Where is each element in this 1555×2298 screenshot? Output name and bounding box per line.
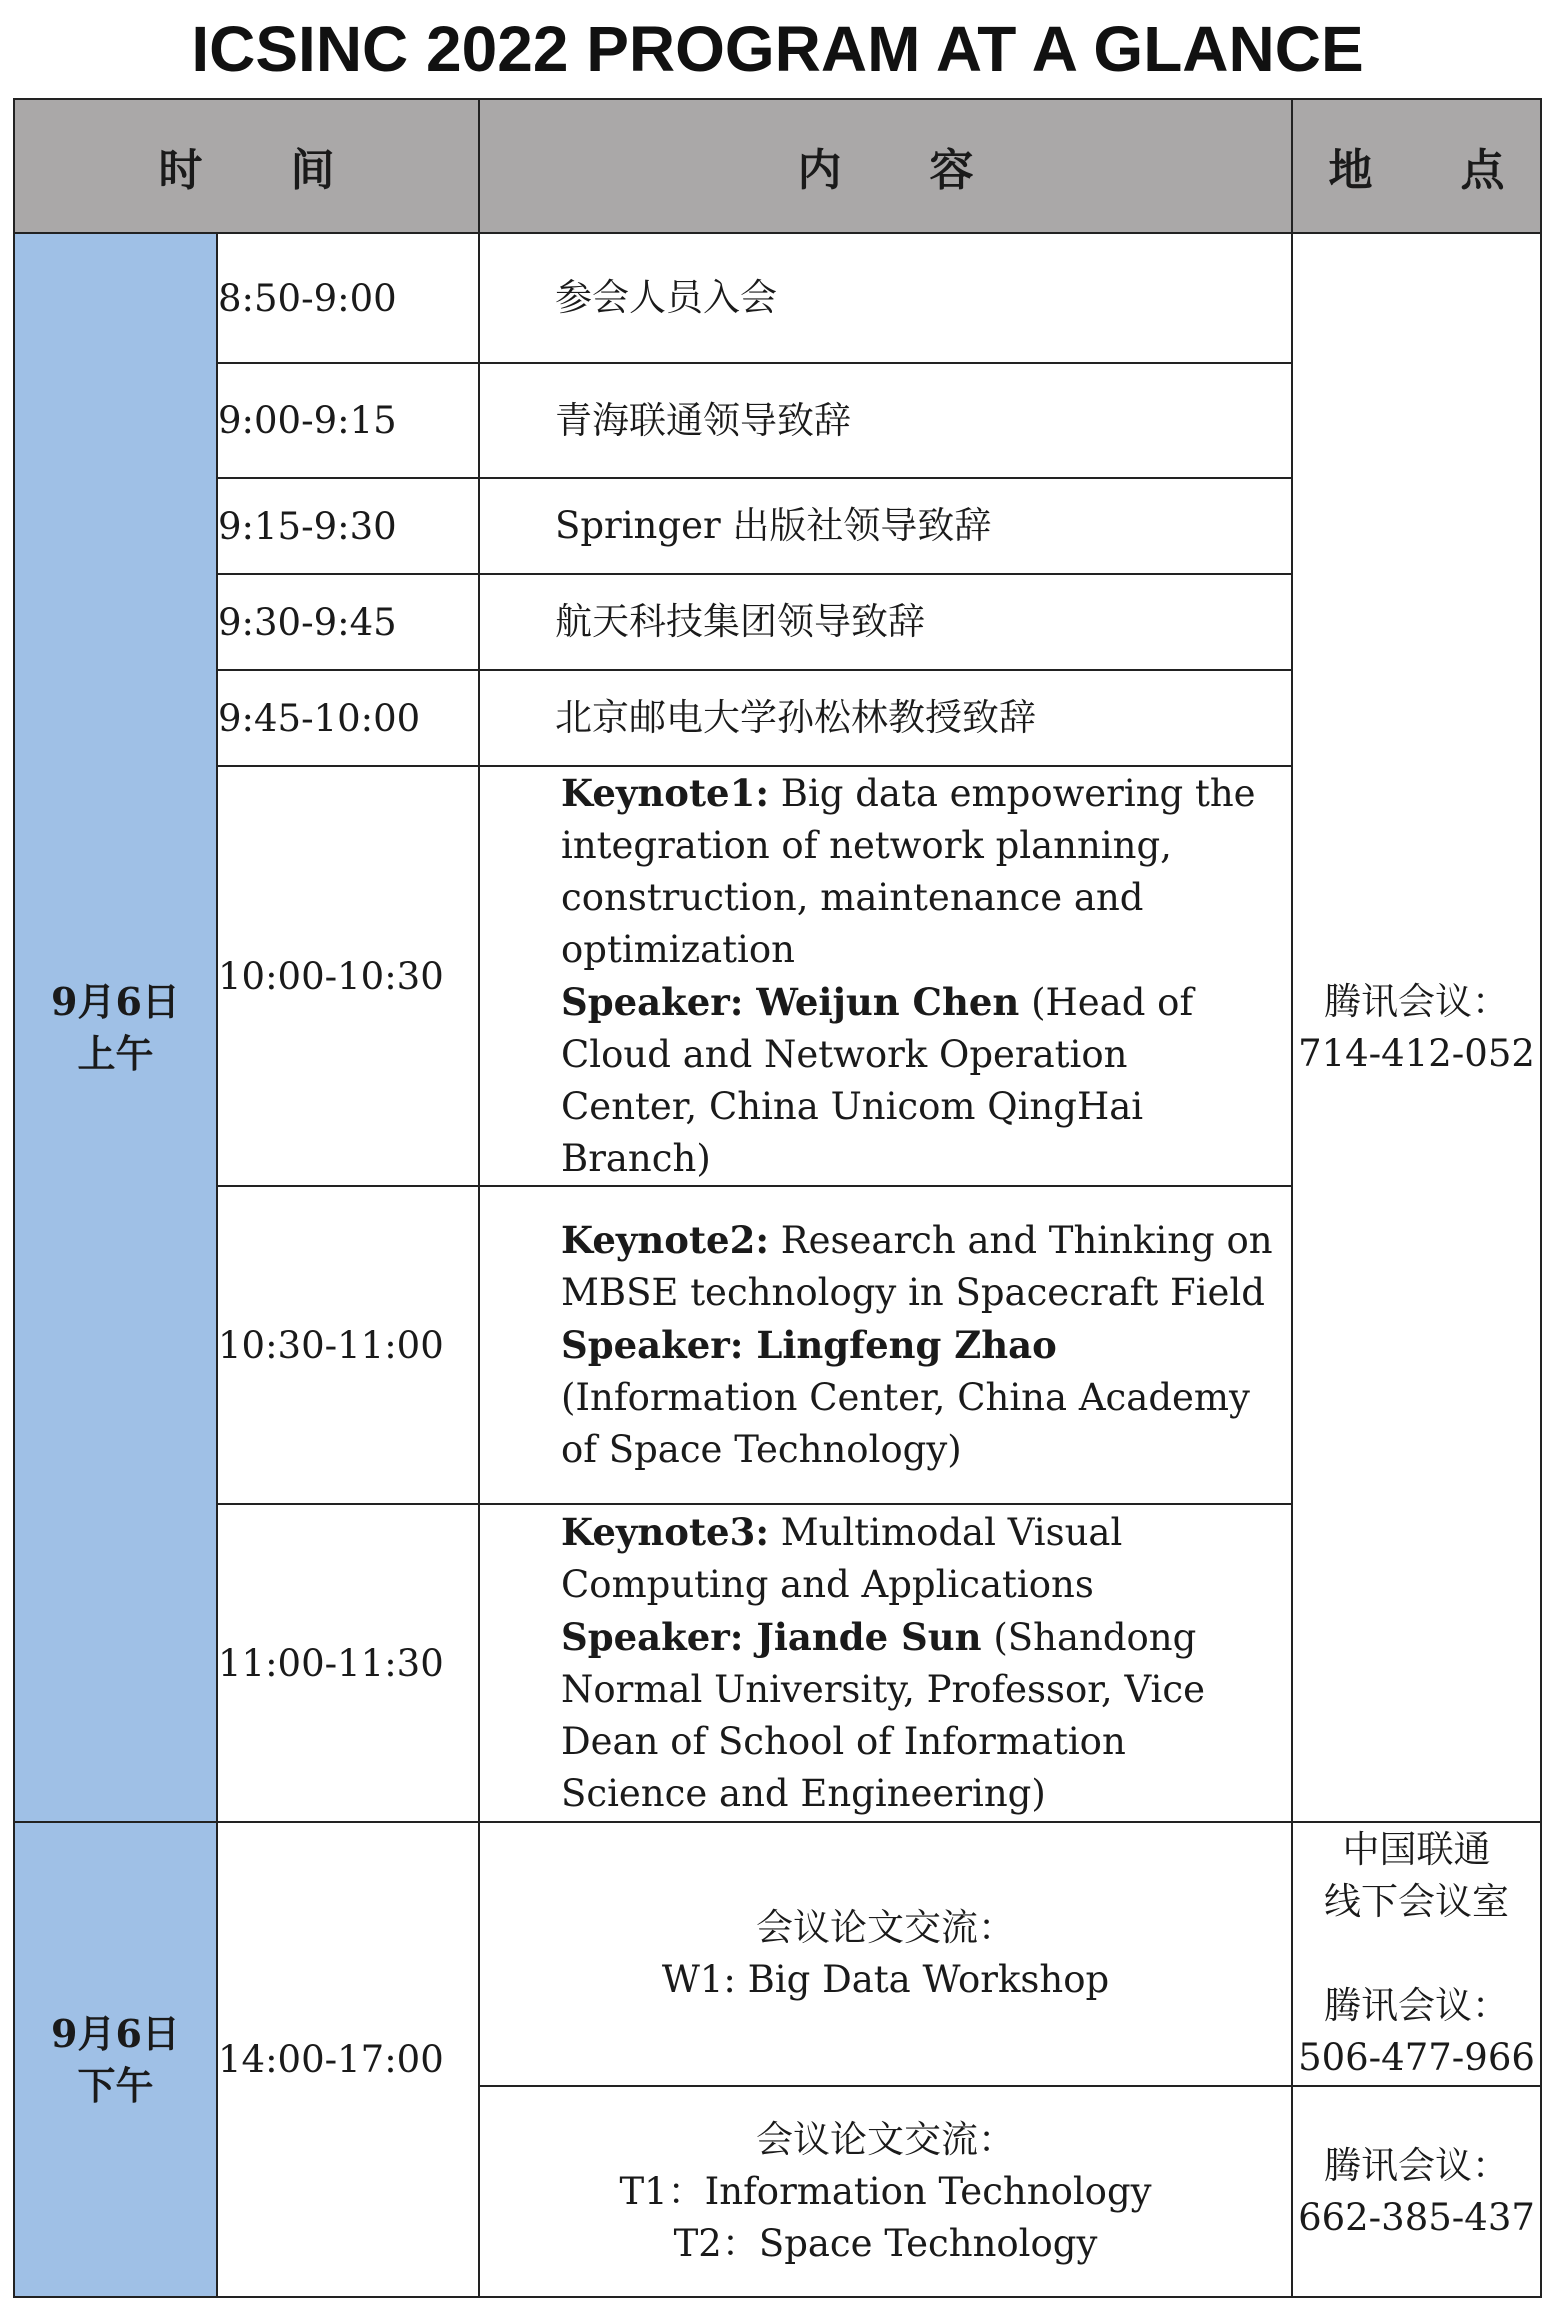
meeting-id: 714-412-052 xyxy=(1298,1031,1535,1075)
location-cell xyxy=(1292,2086,1541,2297)
table-row xyxy=(14,233,1541,363)
keynote-cell xyxy=(479,1504,1292,1822)
time-cell: 9:30-9:45 xyxy=(217,574,479,670)
meeting-id: 662-385-437 xyxy=(1298,2195,1535,2239)
session-cell xyxy=(479,2086,1292,2297)
speaker-affiliation: (Head of Cloud and Network Operation Center, China Unicom QingHai Branch) xyxy=(561,981,1194,1180)
header-content: 内 容 xyxy=(479,99,1292,233)
keynote-label: Keynote1: xyxy=(561,771,769,815)
speaker-name: Speaker: Lingfeng Zhao xyxy=(561,1323,1057,1367)
content-cell: Springer 出版社领导致辞 xyxy=(479,478,1292,574)
speaker-name: Speaker: Weijun Chen xyxy=(561,980,1020,1024)
session-title: 会议论文交流： xyxy=(756,1906,1015,1949)
time-cell: 9:45-10:00 xyxy=(217,670,479,766)
program-table xyxy=(13,98,1542,2298)
keynote-cell xyxy=(479,1186,1292,1504)
keynote-speaker xyxy=(506,1319,1273,1476)
keynote-label: Keynote3: xyxy=(561,1510,769,1554)
location-cell xyxy=(1292,1822,1541,2086)
day-cell-morning xyxy=(14,233,217,1822)
day-label: 9月6日 xyxy=(51,2010,180,2056)
speaker-affiliation: (Information Center, China Academy of Space Technology) xyxy=(561,1376,1250,1471)
table-row xyxy=(14,1822,1541,2086)
header-row xyxy=(14,99,1541,233)
page-title: ICSINC 2022 PROGRAM AT A GLANCE xyxy=(191,13,1364,85)
header-time: 时 间 xyxy=(14,99,479,233)
time-cell: 10:00-10:30 xyxy=(217,766,479,1186)
venue-name: 中国联通 xyxy=(1342,1828,1491,1871)
meeting-id: 506-477-966 xyxy=(1298,2036,1535,2079)
session-title: 会议论文交流： xyxy=(756,2117,1015,2161)
session-line: W1: Big Data Workshop xyxy=(661,1958,1110,2001)
keynote-label: Keynote2: xyxy=(561,1218,769,1262)
content-cell: 青海联通领导致辞 xyxy=(479,363,1292,478)
keynote-speaker xyxy=(506,976,1273,1185)
time-cell: 11:00-11:30 xyxy=(217,1504,479,1822)
location-label: 腾讯会议： xyxy=(1324,2143,1509,2187)
keynote-cell xyxy=(479,766,1292,1186)
keynote-speaker xyxy=(506,1611,1273,1820)
speaker-name: Speaker: Jiande Sun xyxy=(561,1615,982,1659)
keynote-topic-text: Research and Thinking on MBSE technology in Spacecraft Field xyxy=(561,1219,1273,1314)
period-label: 下午 xyxy=(77,2062,154,2108)
time-cell: 9:15-9:30 xyxy=(217,478,479,574)
header-location: 地 点 xyxy=(1292,99,1541,233)
period-label: 上午 xyxy=(77,1030,154,1076)
content-cell: 航天科技集团领导致辞 xyxy=(479,574,1292,670)
time-cell: 10:30-11:00 xyxy=(217,1186,479,1504)
location-spacer xyxy=(1293,1928,1540,1980)
speaker-affiliation: (Shandong Normal University, Professor, Vice Dean of School of Information Science and Engineering) xyxy=(561,1616,1205,1815)
location-label: 腾讯会议： xyxy=(1324,1984,1509,2027)
session-line: T2：Space Technology xyxy=(673,2221,1098,2265)
location-label: 腾讯会议： xyxy=(1324,979,1509,1023)
venue-room: 线下会议室 xyxy=(1324,1880,1509,1923)
location-cell-morning xyxy=(1292,233,1541,1822)
keynote-topic xyxy=(506,1214,1273,1319)
keynote-topic xyxy=(506,767,1273,976)
keynote-topic-text: Big data empowering the integration of network planning, construction, maintenance and optimization xyxy=(561,772,1256,971)
session-line: T1：Information Technology xyxy=(619,2169,1152,2213)
time-cell: 14:00-17:00 xyxy=(217,1822,479,2297)
time-cell: 8:50-9:00 xyxy=(217,233,479,363)
keynote-topic-text: Multimodal Visual Computing and Applications xyxy=(561,1511,1123,1606)
content-cell: 参会人员入会 xyxy=(479,233,1292,363)
content-cell: 北京邮电大学孙松林教授致辞 xyxy=(479,670,1292,766)
keynote-topic xyxy=(506,1506,1273,1611)
day-label: 9月6日 xyxy=(51,978,180,1024)
session-cell xyxy=(479,1822,1292,2086)
time-cell: 9:00-9:15 xyxy=(217,363,479,478)
